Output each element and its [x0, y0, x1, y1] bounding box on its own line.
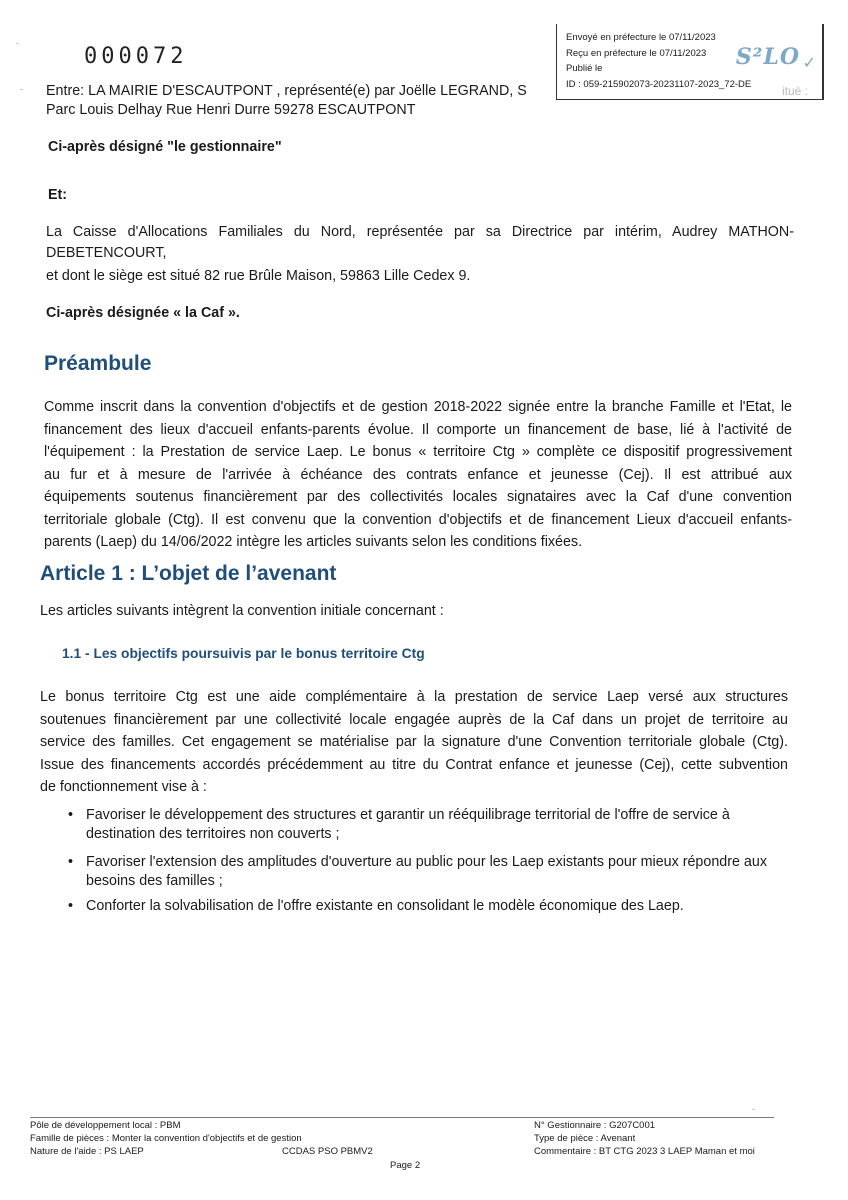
list-item: • Favoriser le développement des structures et garantir un rééquilibrage territorial de l'offre de service à destination des territoires non couverts ; — [64, 806, 792, 844]
preambule-paragraph — [44, 396, 792, 554]
entre-line: Entre: LA MAIRIE D'ESCAUTPONT , représenté(e) par Joëlle LEGRAND, S — [46, 83, 527, 99]
article-1-intro: Les articles suivants intègrent la convention initiale concernant : — [40, 603, 444, 619]
caf-siege: et dont le siège est situé 82 rue Brûle Maison, 59863 Lille Cedex 9. — [46, 268, 471, 284]
footer-nature: Nature de l'aide : PS LAEP — [30, 1146, 144, 1157]
preambule-line: équipements soutenus financièrement par des collectivités locales signataires avec la Caf d'une convention — [44, 489, 792, 505]
entre-overlap-text: itué : — [782, 84, 809, 98]
preambule-line: financement des lieux d'accueil enfants-parents évolue. Il comporte un financement de base, lié à l'activité de — [44, 421, 792, 438]
footer-gestionnaire: N° Gestionnaire : G207C001 — [534, 1120, 656, 1131]
footer-famille: Famille de pièces : Monter la convention d'objectifs et de gestion — [30, 1133, 302, 1144]
article-1-line: Le bonus territoire Ctg est une aide complémentaire à la prestation de service Laep versé aux structures — [40, 689, 788, 705]
stamp-id: ID : 059-215902073-20231107-2023_72-DE — [566, 78, 752, 90]
article-1-line: service des familles. Cet engagement se matérialise par la signature d'une Convention territoriale globale (Ctg). — [40, 734, 788, 750]
s2lo-logo: S²LO — [735, 44, 800, 70]
footer-divider — [30, 1117, 774, 1118]
footer-type: Type de pièce : Avenant — [534, 1133, 636, 1144]
article-1-paragraph — [40, 686, 788, 799]
et-label: Et: — [48, 187, 68, 203]
preambule-line: au fur et à mesure de l'arrivée à échéance des contrats enfance et jeunesse (Cej). Il est attribué aux — [44, 466, 792, 483]
footer-commentaire: Commentaire : BT CTG 2023 3 LAEP Maman et moi — [534, 1146, 755, 1157]
gestionnaire-address: Parc Louis Delhay Rue Henri Durre 59278 ESCAUTPONT — [46, 102, 416, 118]
stamp-publie: Publié le — [566, 63, 603, 74]
caf-designation: Ci-après désignée « la Caf ». — [46, 305, 240, 321]
preambule-title: Préambule — [44, 352, 152, 375]
article-1-line: de fonctionnement vise à : — [40, 779, 207, 795]
list-item: • Favoriser l'extension des amplitudes d'ouverture au public pour les Laep existants pour mieux répondre aux besoins des familles ; — [64, 853, 792, 891]
check-mark-icon: ✓ — [802, 55, 816, 72]
scan-mark: - — [20, 84, 23, 94]
section-1-1-title: 1.1 - Les objectifs poursuivis par le bonus territoire Ctg — [62, 646, 425, 661]
preambule-line: l'équipement : la Prestation de service Laep. Le bonus « territoire Ctg » complète ce dispositif progressivement — [44, 444, 792, 460]
preambule-line: Comme inscrit dans la convention d'objectifs et de gestion 2018-2022 signée entre la branche Famille et l'Etat, le — [44, 399, 792, 415]
stamp-recu: Reçu en préfecture le 07/11/2023 — [566, 47, 707, 59]
gestionnaire-designation: Ci-après désigné "le gestionnaire" — [48, 139, 282, 155]
article-1-title: Article 1 : L’objet de l’avenant — [40, 562, 337, 585]
stamp-envoye: Envoyé en préfecture le 07/11/2023 — [566, 32, 716, 43]
document-number: 000072 — [84, 44, 188, 69]
preambule-line: territoriale globale (Ctg). Il est convenu que la convention d'objectifs et de financement Lieux d'accueil enfants- — [44, 511, 792, 528]
objectives-list — [64, 806, 792, 918]
scan-mark: - — [16, 38, 19, 48]
footer-pole: Pôle de développement local : PBM — [30, 1120, 181, 1131]
caf-line-2: DEBETENCOURT, — [46, 245, 167, 261]
scan-mark: - — [752, 1104, 755, 1114]
footer-ccdas: CCDAS PSO PBMV2 — [282, 1146, 373, 1157]
article-1-line: Issue des financements accordés précédemment au titre du Contrat enfance et jeunesse (Cej), cette subvention — [40, 756, 788, 773]
article-1-line: soutenues financièrement par une collectivité locale engagée auprès de la Caf dans un projet de territoire au — [40, 711, 788, 728]
caf-line-1: La Caisse d'Allocations Familiales du Nord, représentée par sa Directrice par intérim, Audrey MATHON- — [46, 224, 794, 240]
preambule-line: parents (Laep) du 14/06/2022 intègre les articles suivants selon les conditions fixées. — [44, 534, 583, 550]
list-item: • Conforter la solvabilisation de l'offre existante en consolidant le modèle économique des Laep. — [64, 897, 792, 916]
page-number: Page 2 — [390, 1160, 421, 1171]
